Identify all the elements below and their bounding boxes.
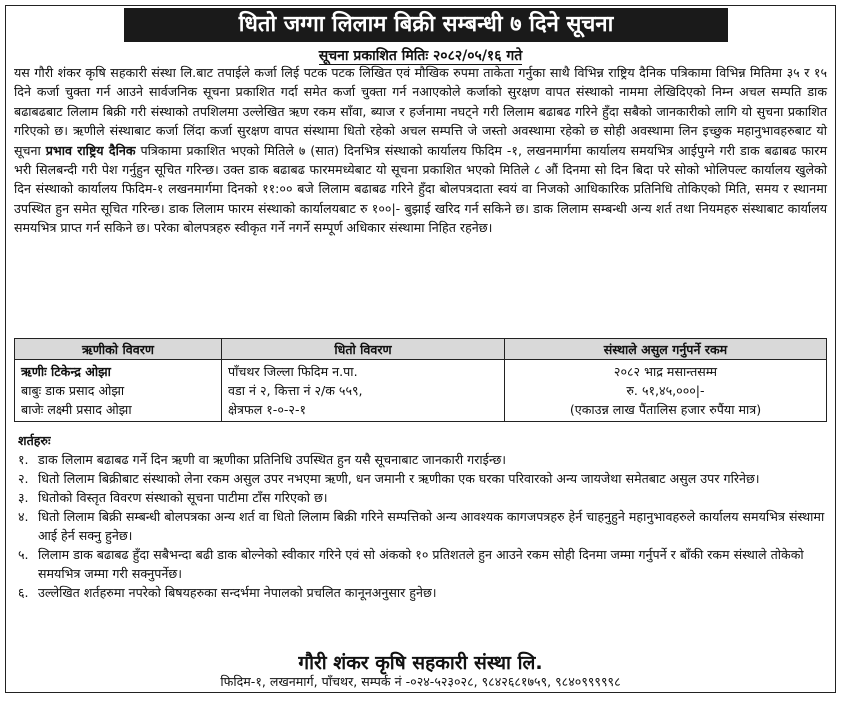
body-part-1: यस गौरी शंकर कृषि सहकारी संस्था लि.बाट तपाईले कर्जा लिई पटक पटक लिखित एवं मौखिक रुपमा ताकेता गर्नुका साथै विभिन्न राष्ट्रिय दैनिक पत्रिकामा विभिन्न मितिमा ३५ र १५ दिने कर्जा चुक्ता गर्न आउने सार्वजनिक सूचना प्रकाशित गर्दा समेत कर्जा चुक्ता गर्न नआएकोले कर्जाको सुरक्षण वापत संस्थाको नाममा लेखिदिएको निम्न अचल सम्पति डाक बढाबढबाट लिलाम बिक्री गरी संस्थाको तपशिलमा उल्लेखित ऋण रकम साँवा, ब्याज र हर्जनामा नघट्ने गरी लिलाम बढाबढ गरिने हुँदा सबैको जानकारीको लागि यो सुचना प्रकाशित गरिएको छ। ऋणीले संस्थाबाट कर्जा लिंदा कर्जा सुरक्षण वापत संस्थामा धितो रहेको अचल सम्पत्ति जे जस्तो अवस्थामा रहेको छ सोही अवस्थामा लिन इच्छुक महानुभावहरुबाट यो सूचना xyxy=(14,65,827,158)
condition-item xyxy=(18,583,825,602)
condition-num: ५. xyxy=(18,547,29,562)
condition-text: डाक लिलाम बढाबढ गर्ने दिन ऋणी वा ऋणीका प्रतिनिधि उपस्थित हुन यसै सूचनाबाट जानकारी गराईन्छ। xyxy=(38,452,507,467)
newspaper-name: प्रभाव राष्ट्रिय दैनिक xyxy=(45,142,136,158)
collateral-line-3: क्षेत्रफल १-०-२-१ xyxy=(228,402,307,417)
condition-item xyxy=(18,469,825,488)
condition-item xyxy=(18,488,825,507)
collateral-line-2: वडा नं २, कित्ता नं २/क ५५९, xyxy=(228,383,363,398)
collateral-line-1: पाँचथर जिल्ला फिदिम न.पा. xyxy=(228,364,358,379)
collateral-cell xyxy=(222,360,505,422)
header-borrower: ऋणीको विवरण xyxy=(15,339,222,360)
condition-num: ६. xyxy=(18,585,29,600)
borrower-cell xyxy=(15,360,222,422)
borrower-father: बाबुः डाक प्रसाद ओझा xyxy=(21,383,125,398)
org-address: फिदिम-१, लखनमार्ग, पाँचथर, सम्पर्क नं -०२४-५२३०२८, ९८४२६८१७५९, ९८४०९९९९९८ xyxy=(220,674,621,689)
condition-text: लिलाम डाक बढाबढ हुँदा सबैभन्दा बढी डाक बोल्नेको स्वीकार गरिने एवं सो अंकको १० प्रतिशतले हुन आउने रकम सोही दिनमा जम्मा गर्नुपर्ने र बाँकी रकम संस्थाले तोकेको समयभित्र जम्मा गरी सक्नुपर्नेछ। xyxy=(38,547,804,581)
notice-page xyxy=(5,5,836,693)
footer xyxy=(6,653,835,692)
borrower-name: ऋणीः टिकेन्द्र ओझा xyxy=(21,364,111,379)
condition-text: धितोको विस्तृत विवरण संस्थाको सूचना पाटीमा टाँस गरिएको छ। xyxy=(38,490,328,505)
header-collateral: धितो विवरण xyxy=(222,339,505,360)
condition-num: २. xyxy=(18,471,29,486)
borrower-grandfather: बाजेः लक्ष्मी प्रसाद ओझा xyxy=(21,402,132,417)
condition-num: ३. xyxy=(18,490,29,505)
condition-item xyxy=(18,507,825,545)
amount-line-3: (एकाउन्न लाख पैंतालिस हजार रुपैंया मात्र) xyxy=(569,402,762,417)
conditions-list xyxy=(18,450,825,602)
header-amount: संस्थाले असुल गर्नुपर्ने रकम xyxy=(505,339,827,360)
body-part-2: पत्रिकामा प्रकाशित भएको मितिले ७ (सात) दिनभित्र संस्थाको कार्यालय फिदिम -१, लखनमार्गमा कार्यालय समयभित्र आईपुग्ने गरी डाक बढाबढ फारम भरी सिलबन्दी गरी पेश गर्नुहुन सूचित गरिन्छ। उक्त डाक बढाबढ फारममध्येबाट यो सूचना प्रकाशित भएको मितिले ८ औं दिनमा सो दिन बिदा परे सोको भोलिपल्ट कार्यालय खुलेको दिन संस्थाको कार्यालय फिदिम-१ लखनमार्गमा दिनको ११:०० बजे लिलाम बढाबढ गरिने हुँदा बोलपत्रदाता स्वयं वा निजको आधिकारिक प्रतिनिधि तोकिएको मिति, समय र स्थानमा उपस्थित हुन समेत सूचित गरिन्छ। डाक लिलाम फारम संस्थाको कार्यालयबाट रु १००|- बुझाई खरिद गर्न सकिने छ। डाक लिलाम सम्बन्धी अन्य शर्त तथा नियमहरु संस्थाबाट कार्यालय समयभित्र प्राप्त गर्न सकिने छ। परेका बोलपत्रहरु स्वीकृत गर्ने नगर्ने सम्पूर्ण अधिकार संस्थामा निहित रहनेछ। xyxy=(14,142,827,236)
details-table xyxy=(14,338,827,422)
org-name: गौरी शंकर कृषि सहकारी संस्था लि. xyxy=(298,652,543,674)
condition-item xyxy=(18,450,825,469)
conditions xyxy=(18,431,825,602)
notice-body xyxy=(14,63,827,238)
condition-text: धितो लिलाम बिक्रीबाट संस्थाको लेना रकम असुल उपर नभएमा ऋणी, धन जमानी र ऋणीका एक घरका परिवारको अन्य जायजेथा समेतबाट असुल उपर गरिनेछ। xyxy=(38,471,760,486)
condition-num: १. xyxy=(18,452,29,467)
condition-text: उल्लेखित शर्तहरुमा नपरेको बिषयहरुका सन्दर्भमा नेपालको प्रचलित कानूनअनुसार हुनेछ। xyxy=(38,585,437,600)
publish-date: सूचना प्रकाशित मितिः २०८२/०५/१६ गते xyxy=(318,48,523,64)
condition-item xyxy=(18,545,825,583)
condition-num: ४. xyxy=(18,509,29,524)
notice-title: धितो जग्गा लिलाम बिक्री सम्बन्धी ७ दिने सूचना xyxy=(124,8,728,42)
amount-line-2: रु. ५१,४५,०००|- xyxy=(626,383,705,398)
amount-cell xyxy=(505,360,827,422)
amount-line-1: २०८२ भाद्र मसान्तसम्म xyxy=(613,364,718,379)
condition-text: धितो लिलाम बिक्री सम्बन्धी बोलपत्रका अन्य शर्त वा धितो लिलाम बिक्री गरिने सम्पत्तिको अन्य आवश्यक कागजपत्रहरु हेर्न चाहनुहुने महानुभावहरुले कार्यालय समयभित्र संस्थामा आई हेर्न सक्नु हुनेछ। xyxy=(38,509,825,543)
conditions-heading: शर्तहरुः xyxy=(18,433,51,448)
